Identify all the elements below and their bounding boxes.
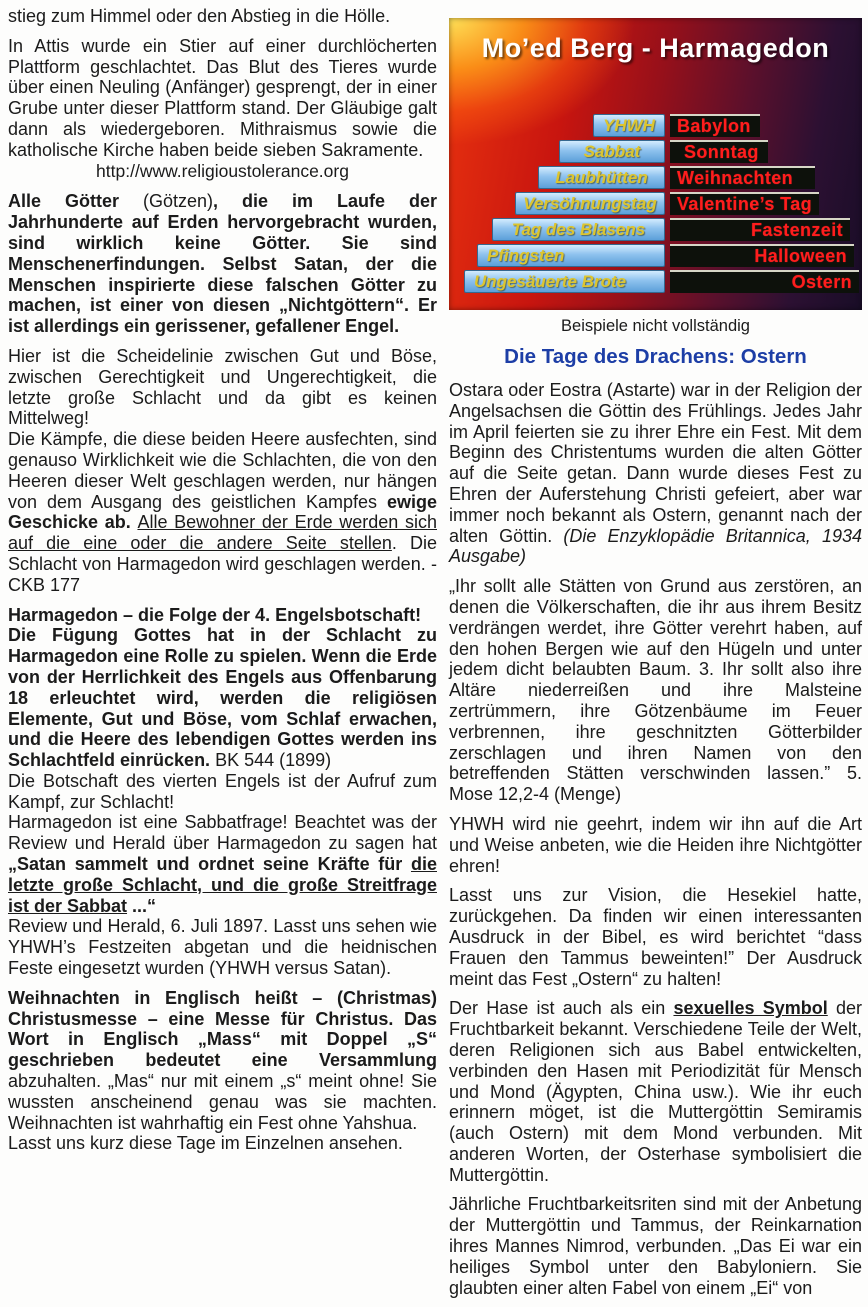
subheading-harmagedon [8,605,437,626]
pagan-festival-label: Valentine’s Tag [670,192,819,215]
pagan-festival-label: Halloween [670,244,854,267]
paragraph-continuation [8,6,437,27]
graphic-caption: Beispiele nicht vollständig [561,317,750,335]
paragraph-fruchtbarkeitsriten [449,1194,862,1298]
text-run: Die Kämpfe, die diese beiden Heere ausfechten, sind genauso Wirklichkeit wie die Schlachten, die von den Heeren dieser Welt geschlagen werden, nur hängen von dem Ausgang des geistlichen Kampfes [8,429,437,512]
paragraph-scheidelinie [8,346,437,429]
yhwh-festival-label: YHWH [593,114,665,137]
pagan-festival-label: Weihnachten [670,166,815,189]
paragraph-abschluss [8,1133,437,1154]
festival-row [449,270,862,293]
url-link[interactable]: http://www.religioustolerance.org [96,160,349,181]
paragraph-yhwh-geehrt [449,814,862,876]
festival-row [449,244,862,267]
underlined-run: Alle Bewohner der Erde werden sich auf die eine oder die andere Seite stellen [8,512,437,554]
right-column [449,6,862,1307]
paragraph-hase [449,998,862,1185]
bold-underlined-run: sexuelles Symbol [673,998,828,1019]
yhwh-festival-label: Sabbat [559,140,665,163]
harmagedon-graphic [449,18,862,310]
text-run: Der Hase ist auch als ein [449,998,674,1019]
text-run: Jährliche Fruchtbarkeitsriten sind mit der Anbetung der Muttergöttin und Tammus, der Reinkarnation ihres Mannes Nimrod, verbunden. „Das Ei war ein heiliges Symbol unter den Babyloniern. Sie glaubten einer alten Fabel von einem „Ei“ von [449,1194,862,1298]
paragraph-review-herald [8,916,437,978]
paragraph-weihnachten [8,988,437,1134]
bold-run: Alle Götter [8,191,143,212]
text-run: Die Botschaft des vierten Engels ist der Aufruf zum Kampf, zur Schlacht! [8,770,437,812]
bold-run: ...“ [127,895,157,916]
text-run: In Attis wurde ein Stier auf einer durchlöcherten Plattform geschlachtet. Das Blut des Tieres wurde über einen Neuling (Anfänger) gesprengt, der in einer Grube unter dieser Plattform stand. Der Gläubige galt dann als wiedergeboren. Mithraismus sowie die katholische Kirche haben beide sieben Sakramente. [8,35,437,160]
text-run: Review und Herald, 6. Juli 1897. Lasst uns sehen wie YHWH’s Festzeiten abgetan und die heidnischen Feste eingesetzt wurden (YHWH versus Satan). [8,916,437,979]
yhwh-festival-label: Tag des Blasens [492,218,665,241]
paragraph-sabbatfrage [8,812,437,916]
text-run: stieg zum Himmel oder den Abstieg in die Hölle. [8,6,391,26]
text-run: „Ihr sollt alle Stätten von Grund aus zerstören, an denen die Völkerschaften, die ihr aus ihrem Besitz verdrängen werdet, ihre Götter verehrt haben, auf den hohen Bergen wie auf den Hügeln und unter jedem dicht belaubten Baum. 3. Ihr sollt also ihre Altäre niederreißen und ihre Malsteine zertrümmern, ihre Götzenbäume im Feuer verbrennen, ihre geschnitzten Götterbilder zerschlagen und ihren Namen von den betreffenden Stätten verschwinden lassen.” 5. Mose 12,2-4 (Menge) [449,576,862,805]
pagan-festival-label: Fastenzeit [670,218,850,241]
festival-row [449,140,862,163]
left-column [8,6,437,1307]
italic-run: (Die Enzyklopädie Britannica, 1934 Ausgabe) [449,525,862,567]
festival-row [449,114,862,137]
text-run: . Die Schlacht von Harmagedon wird geschlagen werden. - CKB 177 [8,533,437,595]
festival-comparison-table [449,114,862,293]
paragraph-attis [8,36,437,161]
pagan-festival-label: Ostern [670,270,859,293]
text-run: Harmagedon ist eine Sabbatfrage! Beachtet was der Review und Herald über Harmagedon zu sagen hat [8,812,437,854]
text-run: BK 544 (1899) [210,750,332,771]
graphic-title: Mo’ed Berg - Harmagedon [481,33,830,63]
text-run: der Fruchtbarkeit bekannt. Verschiedene Teile der Welt, deren Religionen sich aus Babel entwickelten, verbinden den Hasen mit Periodizität für Mensch und Mond (Ägypten, China usw.). Wie ihr euch erinnern möget, ist die Muttergöttin Semiramis (auch Ostern) mit dem Mond verbunden. Mit anderen Worten, der Osterhase symbolisiert die Muttergöttin. [449,998,863,1185]
festival-row [449,192,862,215]
text-run: Hier ist die Scheidelinie zwischen Gut und Böse, zwischen Gerechtigkeit und Ungerechtigkeit, die letzte große Schlacht und da gibt es keinen Mittelweg! [8,345,437,429]
bold-run: „Satan sammelt und ordnet seine Kräfte für [8,854,411,875]
pagan-festival-label: Babylon [670,114,760,137]
text-run: YHWH wird nie geehrt, indem wir ihn auf die Art und Weise anbeten, wie die Heiden ihre Nichtgötter ehren! [449,813,862,876]
paragraph-fuegung [8,625,437,771]
bold-run: , die im Laufe der Jahrhunderte auf Erden hervorgebracht wurden, sind wirklich keine Götter. Sie sind Menschenerfindungen. Selbst Satan, der die Menschen inspirierte diese falschen Götter zu machen, ist einer von diesen „Nichtgöttern“. Er ist allerdings ein gerissener, gefallener Engel. [8,191,437,337]
bold-run: ewige Geschicke ab. [8,491,437,533]
text-run: abzuhalten. „Mas“ nur mit einem „s“ meint ohne! Sie wussten anscheinend genau was sie machten. Weihnachten ist wahrhaftig ein Fest ohne Yahshua. [8,1071,437,1133]
paragraph-hesekiel [449,885,862,989]
yhwh-festival-label: Laubhütten [538,166,665,189]
text-run: (Götzen) [142,191,214,212]
paragraph-botschaft [8,771,437,813]
paragraph-ostara [449,380,862,567]
bold-run: Die Fügung Gottes hat in der Schlacht zu Harmagedon eine Rolle zu spielen. Wenn die Erde von der Herrlichkeit des Engels aus Offenbarung 18 erleuchtet wird, werden die religiösen Elemente, Gut und Böse, vom Schlaf erwachen, und die Heere des lebendigen Gottes werden ins Schlachtfeld einrücken. [8,625,437,771]
paragraph-kaempfe [8,429,437,595]
paragraph-mose-zitat [449,576,862,805]
bold-run: Weihnachten in Englisch heißt – (Christmas) Christusmesse – eine Messe für Christus. Das Wort in Englisch „Mass“ mit Doppel „S“ geschrieben bedeutet eine Versammlung [8,987,437,1071]
bold-underlined-run: die letzte große Schlacht, und die große Streitfrage ist der Sabbat [8,854,437,916]
yhwh-festival-label: Versöhnungstag [515,192,665,215]
yhwh-festival-label: Pfingsten [477,244,665,267]
festival-row [449,218,862,241]
yhwh-festival-label: Ungesäuerte Brote [464,270,665,293]
heading-run: Harmagedon – die Folge der 4. Engelsbotschaft! [8,604,422,625]
text-run: Ostara oder Eostra (Astarte) war in der Religion der Angelsachsen die Göttin des Frühlings. Jedes Jahr im April feierten sie zu ihrer Ehre ein Fest. Mit dem Beginn des Christentums wurden die alten Götter auf die Seite getan. Dann wurde dieses Fest zu Ehren der Auferstehung Christi gefeiert, aber war immer noch bekannt als Ostern, genannt nach der alten Göttin. [449,380,862,546]
paragraph-alle-goetter [8,191,437,337]
text-run: Lasst uns zur Vision, die Hesekiel hatte, zurückgehen. Da finden wir einen interessanten Ausdruck in der Bibel, es wird berichtet “dass Frauen den Tammus beweinten!” Der Ausdruck meint das Fest „Ostern“ zu halten! [449,885,862,989]
festival-row [449,166,862,189]
pagan-festival-label: Sonntag [670,140,768,163]
section-heading: Die Tage des Drachens: Ostern [504,345,807,368]
text-run: Lasst uns kurz diese Tage im Einzelnen ansehen. [8,1133,403,1154]
